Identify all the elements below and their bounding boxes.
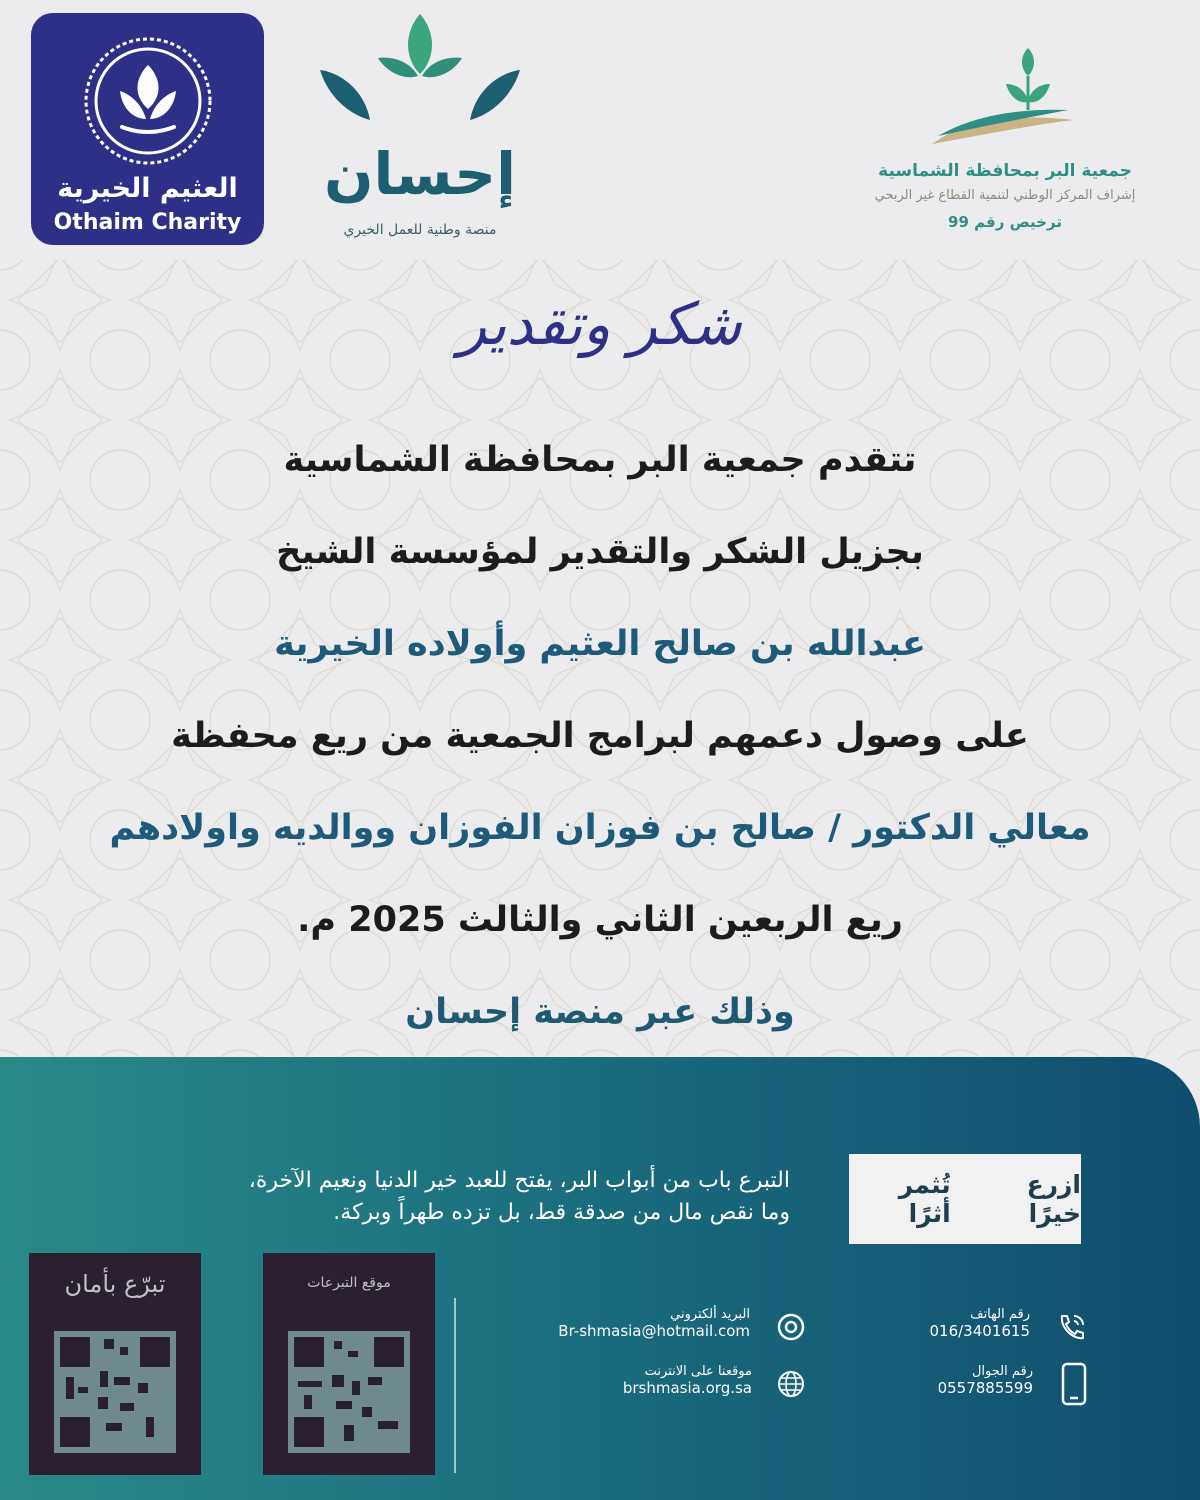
ihsan-leaves-icon [318,10,522,140]
mobile-contact [915,1364,1033,1397]
othaim-charity-logo [31,13,264,245]
birr-plant-icon [928,40,1078,155]
website-link[interactable]: brshmasia.org.sa [622,1379,752,1397]
thanks-title: شكر وتقدير [458,290,742,358]
quote-line-2: وما نقص مال من صدقة قط، بل تزده طهراً وبركة. [333,1200,790,1225]
othaim-name-en: Othaim Charity [53,210,242,235]
othaim-name-ar: العثيم الخيرية [57,173,238,204]
message-line-4: على وصول دعمهم لبرامج الجمعية من ريع محفظة [171,716,1029,756]
website-contact [540,1364,752,1397]
footer-divider [454,1298,456,1473]
message-line-7: وذلك عبر منصة إحسان [405,992,795,1032]
birr-name: جمعية البر بمحافظة الشماسية [878,161,1132,181]
website-label: موقعنا على الانترنت [644,1364,752,1379]
message-line-2: بجزيل الشكر والتقدير لمؤسسة الشيخ [276,532,924,572]
message-line-5: معالي الدكتور / صالح بن فوزان الفوزان ووالديه واولادهم [109,808,1091,848]
email-link[interactable]: Br-shmasia@hotmail.com [558,1322,750,1340]
phone-number[interactable]: 016/3401615 [929,1322,1030,1340]
ihsan-logo [300,10,540,250]
birr-license: ترخيص رقم 99 [948,213,1062,231]
qr-code-icon [54,1331,176,1453]
mobile-icon [1060,1362,1088,1406]
message-line-1: تتقدم جمعية البر بمحافظة الشماسية [283,440,917,480]
othaim-seal-icon [82,35,214,167]
qr-safe-donate-label: تبرّع بأمان [64,1270,166,1298]
slogan-fruit: تُثمر أثرًا [898,1170,951,1228]
slogan-sow: ازرع خيرًا [1026,1170,1081,1228]
birr-supervision: إشراف المركز الوطني لتنمية القطاع غير الربحي [874,188,1136,203]
message-line-6: ريع الربعين الثاني والثالث 2025 م. [297,900,903,940]
ihsan-name: إحسان [324,140,516,208]
phone-label: رقم الهاتف [970,1307,1030,1322]
phone-contact [915,1307,1030,1340]
slogan-box [849,1154,1081,1244]
mobile-label: رقم الجوال [971,1364,1033,1379]
message-line-3: عبدالله بن صالح العثيم وأولاده الخيرية [274,624,926,664]
email-label: البريد ألكتروني [670,1307,750,1322]
quote-line-1: التبرع باب من أبواب البر، يفتح للعبد خير الدنيا ونعيم الآخرة، [248,1168,790,1193]
email-contact [540,1307,750,1340]
qr-donation-site-label: موقع التبرعات [307,1275,391,1291]
at-sign-icon [776,1312,806,1342]
qr-code-icon [288,1331,410,1453]
qr-safe-donate[interactable] [29,1253,201,1475]
qr-donation-site[interactable] [263,1253,435,1475]
globe-icon [777,1370,805,1398]
footer [0,1057,1200,1500]
thanks-message [60,430,1140,1074]
mobile-number[interactable]: 0557885599 [937,1379,1033,1397]
ihsan-tagline: منصة وطنية للعمل الخيري [343,222,497,238]
donation-quote [150,1165,790,1229]
phone-icon [1054,1310,1088,1344]
birr-association-logo [830,40,1180,240]
